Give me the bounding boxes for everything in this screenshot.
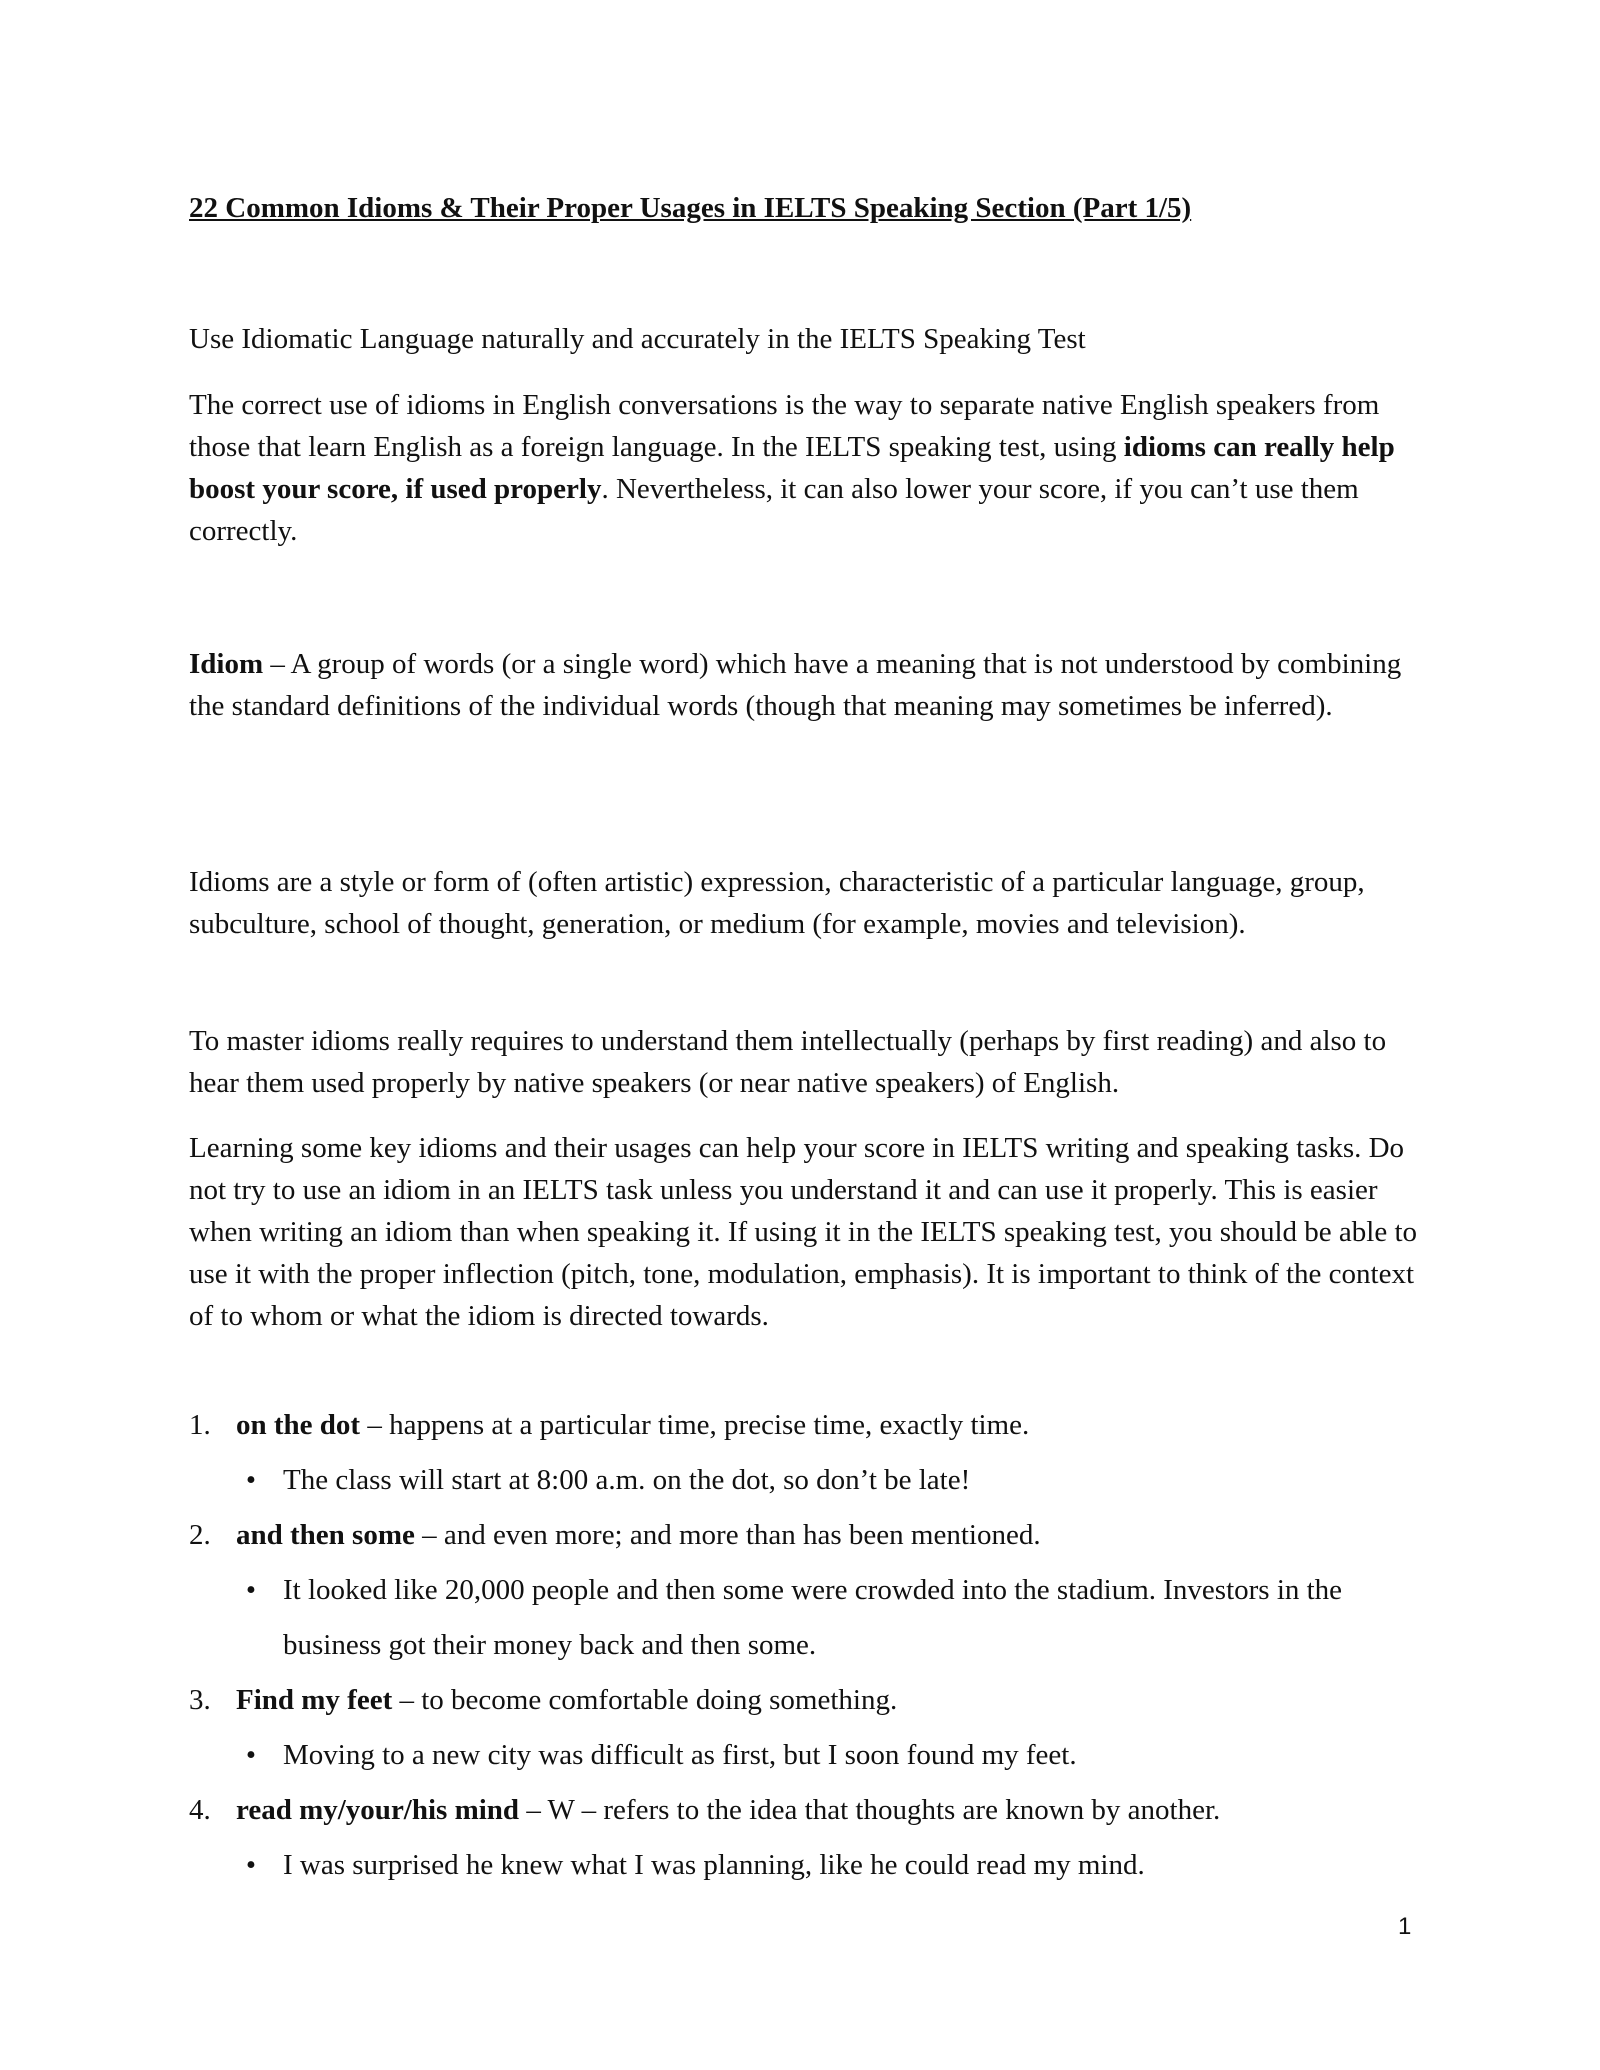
idiom-term: and then some [236, 1519, 415, 1551]
idiom-term: Find my feet [236, 1684, 393, 1716]
document-title: 22 Common Idioms & Their Proper Usages in IELTS Speaking Section (Part 1/5) [189, 192, 1192, 224]
definition-paragraph [189, 643, 1419, 727]
idiom-term: on the dot [236, 1409, 361, 1441]
idiom-number: 2. [189, 1519, 211, 1551]
idiom-line [236, 1398, 1029, 1453]
idiom-item [189, 1508, 1419, 1673]
body-paragraph-2: To master idioms really requires to understand them intellectually (perhaps by first reading) and also to hear them used properly by native speakers (or near native speakers) of English. [189, 1025, 1387, 1099]
idiom-example-row [189, 1453, 1419, 1508]
idiom-example-row [189, 1838, 1419, 1893]
idiom-heading-row [189, 1508, 1419, 1563]
body-paragraph-3: Learning some key idioms and their usages can help your score in IELTS writing and speaking tasks. Do not try to use an idiom in an IELTS task unless you understand it and can use it properly. This is easier when writing an idiom than when speaking it. If using it in the IELTS speaking test, you should be able to use it with the proper inflection (pitch, tone, modulation, emphasis). It is important to think of the context of to whom or what the idiom is directed towards. [189, 1132, 1418, 1332]
subtitle-paragraph: Use Idiomatic Language naturally and accurately in the IELTS Speaking Test [189, 323, 1086, 355]
idiom-number: 3. [189, 1684, 211, 1716]
bullet-icon: • [245, 1464, 257, 1496]
intro-text-end: . Nevertheless, it can also lower your score, if you can’t use them correctly. [189, 473, 1359, 547]
bullet-icon: • [245, 1739, 257, 1771]
idiom-meaning: – and even more; and more than has been mentioned. [414, 1519, 1041, 1551]
intro-bold-text: idioms can really help boost your score, if used properly [189, 431, 1395, 505]
idiom-heading-row [189, 1398, 1419, 1453]
idiom-example: It looked like 20,000 people and then some were crowded into the stadium. Investors in the business got their money back and then some. [283, 1574, 1343, 1661]
idiom-number: 4. [189, 1794, 211, 1826]
idiom-heading-row [189, 1673, 1419, 1728]
idiom-heading-row [189, 1783, 1419, 1838]
bullet-icon: • [245, 1574, 257, 1606]
idiom-item [189, 1398, 1419, 1508]
idiom-term: read my/your/his mind [236, 1794, 520, 1826]
bullet-icon: • [245, 1849, 257, 1881]
idiom-list [189, 1398, 1419, 1893]
intro-paragraph [189, 384, 1419, 552]
idiom-meaning: – W – refers to the idea that thoughts are known by another. [519, 1794, 1221, 1826]
idiom-line [236, 1783, 1220, 1838]
idiom-line [236, 1508, 1041, 1563]
intro-text-start: The correct use of idioms in English conversations is the way to separate native English speakers from those that learn English as a foreign language. In the IELTS speaking test, using [189, 389, 1380, 463]
idiom-example: I was surprised he knew what I was planning, like he could read my mind. [283, 1849, 1145, 1881]
body-paragraph-1: Idioms are a style or form of (often artistic) expression, characteristic of a particular language, group, subculture, school of thought, generation, or medium (for example, movies and television). [189, 866, 1365, 940]
idiom-example: The class will start at 8:00 a.m. on the dot, so don’t be late! [283, 1464, 971, 1496]
idiom-number: 1. [189, 1409, 211, 1441]
idiom-item [189, 1783, 1419, 1893]
idiom-meaning: – happens at a particular time, precise time, exactly time. [360, 1409, 1030, 1441]
idiom-example-row [189, 1563, 1419, 1673]
idiom-meaning: – to become comfortable doing something. [392, 1684, 898, 1716]
idiom-example: Moving to a new city was difficult as first, but I soon found my feet. [283, 1739, 1077, 1771]
definition-term: Idiom [189, 648, 264, 680]
idiom-line [236, 1673, 897, 1728]
idiom-example-row [189, 1728, 1419, 1783]
idiom-item [189, 1673, 1419, 1783]
page-number: 1 [1398, 1913, 1412, 1940]
definition-text: – A group of words (or a single word) which have a meaning that is not understood by combining the standard definitions of the individual words (though that meaning may sometimes be inferred). [189, 648, 1402, 722]
